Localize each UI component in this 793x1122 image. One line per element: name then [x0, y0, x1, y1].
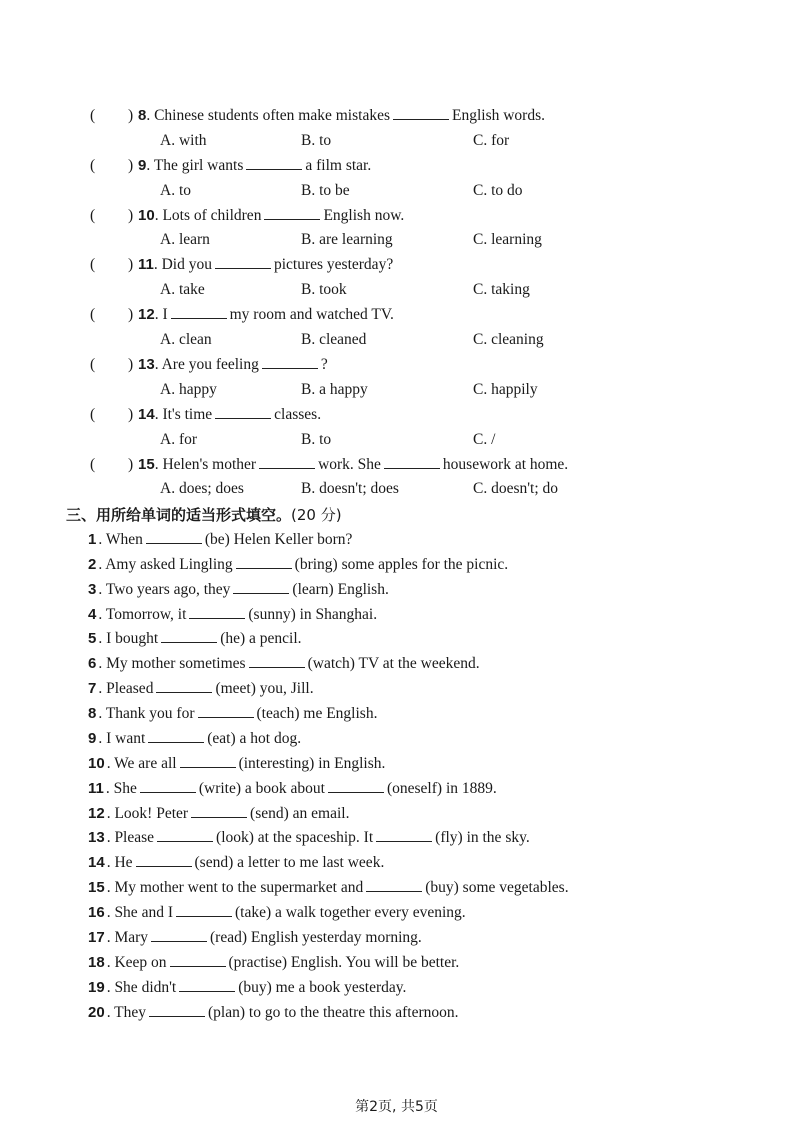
option-b: B. are learning: [301, 231, 393, 249]
option-c: C. happily: [473, 380, 538, 398]
option-a: A. with: [160, 131, 207, 149]
question-text-end: English now.: [323, 206, 405, 224]
answer-blank[interactable]: [151, 927, 207, 942]
option-b: B. a happy: [301, 380, 368, 398]
option-b: B. to: [301, 131, 332, 149]
answer-paren-open: (: [90, 256, 96, 274]
item-text: (practise) English. You will be better.: [228, 953, 460, 971]
item-number: 4: [88, 605, 97, 623]
section-3-heading: 三、用所给单词的适当形式填空。: [66, 506, 292, 524]
answer-blank[interactable]: [264, 205, 320, 220]
answer-blank[interactable]: [233, 579, 289, 594]
item-number: 11: [88, 779, 104, 797]
item-text: . Two years ago, they: [98, 580, 231, 598]
fill-item-row: [88, 628, 302, 650]
answer-blank[interactable]: [376, 827, 432, 842]
question-number: 12: [138, 306, 155, 324]
item-number: 18: [88, 953, 105, 971]
fill-item-row: [88, 653, 480, 675]
item-number: 14: [88, 854, 105, 872]
answer-blank[interactable]: [148, 728, 204, 743]
option-c: C. to do: [473, 181, 523, 199]
answer-paren-open: (: [90, 156, 96, 174]
answer-paren-close: ): [128, 356, 134, 373]
answer-paren-open: (: [90, 206, 96, 224]
item-number: 17: [88, 928, 105, 946]
item-text: (look) at the spaceship. It: [216, 829, 374, 847]
fill-item-row: [88, 753, 385, 775]
answer-blank[interactable]: [140, 778, 196, 793]
question-stem: [128, 205, 404, 227]
item-text: . I want: [98, 729, 146, 747]
section-3-score: (20 分): [291, 506, 342, 524]
option-a: A. take: [160, 281, 205, 299]
answer-paren-open: (: [90, 455, 96, 473]
item-text: (send) a letter to me last week.: [194, 854, 385, 872]
answer-blank[interactable]: [191, 803, 247, 818]
fill-item-row: [88, 902, 466, 924]
answer-paren-open: (: [90, 405, 96, 423]
question-stem: [128, 454, 568, 476]
item-text: (send) an email.: [250, 804, 350, 822]
question-row: [90, 404, 690, 426]
fill-item-row: [88, 554, 508, 576]
answer-blank[interactable]: [259, 454, 315, 469]
option-b: B. doesn't; does: [301, 480, 399, 498]
answer-paren-close: ): [128, 405, 134, 423]
question-text-end: housework at home.: [442, 455, 569, 473]
item-text: . Look! Peter: [106, 804, 189, 822]
item-text: (oneself) in 1889.: [386, 779, 497, 797]
item-number: 3: [88, 580, 97, 598]
option-a: A. does; does: [160, 480, 244, 498]
option-a: A. for: [160, 430, 198, 448]
item-text: (buy) me a book yesterday.: [238, 978, 407, 996]
question-row: [90, 354, 690, 376]
question-text-end: my room and watched TV.: [229, 306, 394, 324]
fill-item-row: [88, 604, 377, 626]
fill-item-row: [88, 852, 384, 874]
question-stem: [128, 254, 393, 276]
question-text: . Did you: [153, 256, 212, 274]
option-c: C. doesn't; do: [473, 480, 559, 498]
answer-paren-close: ): [128, 107, 134, 124]
fill-item-row: [88, 977, 406, 999]
question-number: 10: [138, 206, 155, 224]
item-text: . Pleased: [98, 680, 154, 698]
item-number: 5: [88, 630, 97, 648]
fill-item-row: [88, 778, 497, 800]
option-a: A. clean: [160, 331, 212, 348]
item-number: 1: [88, 531, 97, 548]
option-c: C. /: [473, 430, 496, 448]
question-text-middle: work. She: [318, 455, 381, 473]
item-text: (eat) a hot dog.: [207, 729, 302, 747]
item-text: (fly) in the sky.: [435, 829, 530, 847]
fill-item-row: [88, 529, 352, 551]
answer-blank[interactable]: [328, 778, 384, 793]
option-a: A. learn: [160, 231, 210, 249]
item-text: (he) a pencil.: [220, 630, 302, 648]
answer-blank[interactable]: [171, 304, 227, 319]
item-text: (plan) to go to the theatre this afternoon.: [208, 1003, 459, 1021]
question-text-end: a film star.: [305, 156, 372, 174]
item-number: 20: [88, 1003, 105, 1021]
item-text: . Mary: [106, 928, 149, 946]
option-a: A. happy: [160, 380, 217, 398]
item-text: . Thank you for: [98, 705, 195, 723]
question-text: . It's time: [154, 405, 213, 423]
question-number: 9: [138, 156, 147, 174]
item-number: 9: [88, 729, 97, 747]
answer-paren-open: (: [90, 356, 96, 373]
item-text: (buy) some vegetables.: [425, 879, 569, 897]
option-c: C. taking: [473, 281, 530, 299]
fill-item-row: [88, 678, 314, 700]
item-text: . Tomorrow, it: [98, 605, 187, 623]
item-text: (be) Helen Keller born?: [204, 531, 353, 548]
answer-paren-close: ): [128, 455, 134, 473]
answer-blank[interactable]: [262, 354, 318, 369]
fill-item-row: [88, 728, 301, 750]
question-number: 8: [138, 107, 147, 124]
question-text-end: ?: [320, 356, 328, 373]
item-text: . They: [106, 1003, 147, 1021]
item-text: . My mother sometimes: [98, 655, 246, 673]
fill-item-row: [88, 827, 530, 849]
item-text: . She and I: [106, 904, 173, 922]
options-row: [0, 130, 680, 152]
item-text: (take) a walk together every evening.: [234, 904, 466, 922]
answer-blank[interactable]: [176, 902, 232, 917]
answer-blank[interactable]: [366, 877, 422, 892]
answer-blank[interactable]: [246, 155, 302, 170]
answer-blank[interactable]: [161, 628, 217, 643]
item-text: . When: [98, 531, 143, 548]
item-text: . Amy asked Lingling: [98, 555, 233, 573]
option-c: C. for: [473, 131, 510, 149]
fill-item-row: [88, 803, 349, 825]
answer-blank[interactable]: [198, 703, 254, 718]
question-number: 11: [138, 256, 154, 274]
item-text: (teach) me English.: [256, 705, 378, 723]
option-a: A. to: [160, 181, 191, 199]
question-row: [90, 454, 690, 476]
item-text: (write) a book about: [198, 779, 325, 797]
answer-blank[interactable]: [393, 105, 449, 120]
question-stem: [128, 404, 321, 426]
option-b: B. to be: [301, 181, 350, 199]
answer-blank[interactable]: [249, 653, 305, 668]
item-text: . I bought: [98, 630, 159, 648]
answer-paren-close: ): [128, 256, 134, 274]
item-number: 19: [88, 978, 105, 996]
question-stem: [128, 105, 545, 127]
item-text: (read) English yesterday morning.: [210, 928, 422, 946]
answer-blank[interactable]: [149, 1002, 205, 1017]
question-row: [90, 105, 690, 127]
item-number: 16: [88, 904, 105, 922]
question-text: . I: [154, 306, 168, 324]
question-text-end: English words.: [452, 107, 545, 124]
item-number: 7: [88, 680, 97, 698]
item-number: 10: [88, 754, 105, 772]
option-c: C. learning: [473, 231, 542, 249]
options-row: [0, 429, 680, 451]
fill-item-row: [88, 579, 389, 601]
item-number: 6: [88, 655, 97, 673]
answer-blank[interactable]: [170, 952, 226, 967]
item-text: (sunny) in Shanghai.: [248, 605, 378, 623]
question-text: . Helen's mother: [154, 455, 257, 473]
answer-blank[interactable]: [236, 554, 292, 569]
item-text: (watch) TV at the weekend.: [307, 655, 480, 673]
fill-item-row: [88, 703, 377, 725]
question-number: 15: [138, 455, 155, 473]
options-row: [0, 229, 680, 251]
fill-item-row: [88, 877, 569, 899]
answer-blank[interactable]: [179, 977, 235, 992]
question-number: 14: [138, 405, 155, 423]
question-text: . Chinese students often make mistakes: [146, 107, 390, 124]
page-footer: 第2页, 共5页: [355, 1099, 438, 1115]
question-row: [90, 155, 690, 177]
answer-blank[interactable]: [215, 254, 271, 269]
item-text: (bring) some apples for the picnic.: [294, 555, 509, 573]
item-text: . She didn't: [106, 978, 177, 996]
item-text: (meet) you, Jill.: [215, 680, 314, 698]
item-number: 12: [88, 804, 105, 822]
item-text: . He: [106, 854, 133, 872]
item-number: 8: [88, 705, 97, 723]
fill-item-row: [88, 1002, 459, 1024]
question-text-end: pictures yesterday?: [273, 256, 394, 274]
item-text: . She: [105, 779, 137, 797]
answer-blank[interactable]: [146, 529, 202, 544]
option-b: B. to: [301, 430, 332, 448]
answer-blank[interactable]: [157, 827, 213, 842]
question-number: 13: [138, 356, 155, 373]
answer-blank[interactable]: [189, 604, 245, 619]
question-stem: [128, 304, 394, 326]
fill-item-row: [88, 927, 422, 949]
question-text: . The girl wants: [146, 156, 244, 174]
item-text: (learn) English.: [292, 580, 389, 598]
question-row: [90, 254, 690, 276]
item-text: . Please: [106, 829, 155, 847]
question-text-end: classes.: [274, 405, 322, 423]
fill-item-row: [88, 952, 459, 974]
question-stem: [128, 354, 328, 376]
item-text: . My mother went to the supermarket and: [106, 879, 364, 897]
answer-paren-close: ): [128, 156, 134, 174]
item-text: . We are all: [106, 754, 177, 772]
options-row: [0, 478, 680, 500]
answer-paren-close: ): [128, 206, 134, 224]
section-3-title: [66, 504, 342, 526]
answer-paren-close: ): [128, 306, 134, 324]
option-b: B. cleaned: [301, 331, 367, 348]
answer-blank[interactable]: [156, 678, 212, 693]
options-row: [0, 279, 680, 301]
answer-paren-open: (: [90, 306, 96, 324]
options-row: [0, 180, 680, 202]
answer-blank[interactable]: [384, 454, 440, 469]
options-row: [0, 379, 680, 401]
answer-blank[interactable]: [180, 753, 236, 768]
item-number: 13: [88, 829, 105, 847]
item-number: 15: [88, 879, 105, 897]
question-row: [90, 304, 690, 326]
answer-blank[interactable]: [215, 404, 271, 419]
question-stem: [128, 155, 371, 177]
question-row: [90, 205, 690, 227]
question-text: . Are you feeling: [154, 356, 259, 373]
item-text: (interesting) in English.: [238, 754, 386, 772]
option-c: C. cleaning: [473, 331, 544, 348]
answer-blank[interactable]: [136, 852, 192, 867]
option-b: B. took: [301, 281, 347, 299]
item-text: . Keep on: [106, 953, 167, 971]
answer-paren-open: (: [90, 107, 96, 124]
item-number: 2: [88, 555, 97, 573]
options-row: [0, 329, 680, 351]
question-text: . Lots of children: [154, 206, 262, 224]
